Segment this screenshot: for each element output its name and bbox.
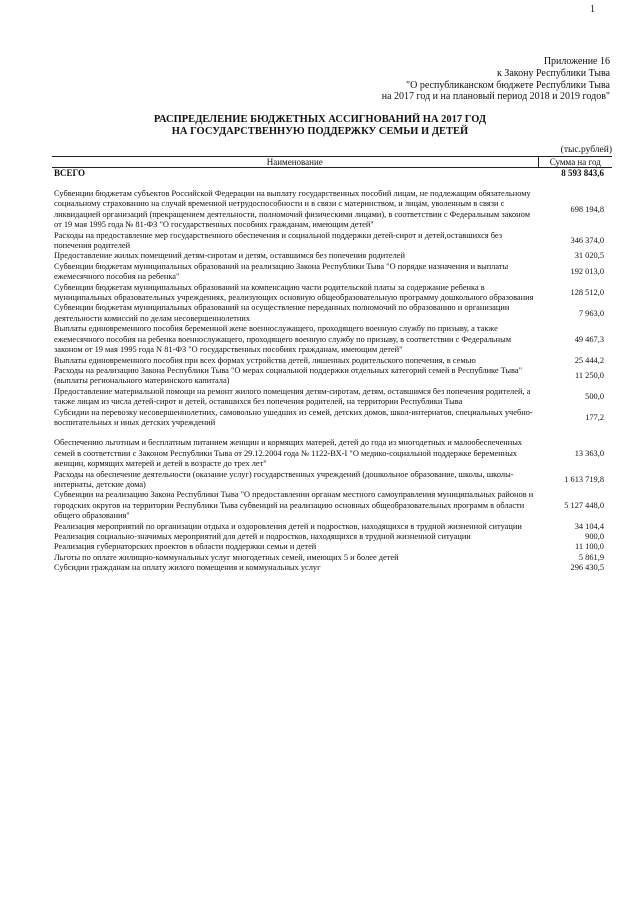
table-row [52,470,612,491]
row-name: Субвенции бюджетам муниципальных образований на реализацию Закона Республики Тыва "О порядке назначения и выплаты ежемесячного пособия на ребенка" [54,261,509,282]
row-name: Предоставление материальной помощи на ремонт жилого помещения детям-сиротам, детям, оставшимся без попечения родителей, а также лицам из числа детей-сирот и детей, оставшихся без попечения родителей, на территории Республики Тыва [54,386,531,407]
row-name: Субсидии гражданам на оплату жилого помещения и коммунальных услуг [54,563,321,573]
table-row [52,532,612,542]
row-value: 177,2 [585,412,604,422]
page-number: 1 [590,4,595,15]
row-value: 128 512,0 [570,287,604,297]
row-value: 31 020,5 [574,251,604,261]
row-name: Расходы на обеспечение деятельности (оказание услуг) государственных учреждений (дошкольное образование, школы, школы-интернаты, детские дома) [54,469,514,489]
row-name: Субвенции на реализацию Закона Республики Тыва "О предоставлении органам местного самоуправления муниципальных районов и городских округов на территории Республики Тыва субвенций на реализацию основных общеобразовательных программ в области общего образования" [54,490,534,521]
row-value: 1 613 719,8 [564,474,604,484]
table-row [52,553,612,563]
row-value: 900,0 [585,532,604,541]
row-value: 192 013,0 [570,267,604,277]
table-header-row [52,157,612,168]
table-row [52,428,612,469]
table-row [52,283,612,304]
row-value: 11 250,0 [574,371,604,381]
row-name: Расходы на предоставление мер государственного обеспечения и социальной поддержки детей-сирот и детей,оставшихся без попечения родителей [54,230,503,251]
row-name: Реализация социально-значимых мероприятий для детей и подростков, находящихся в трудной жизненной ситуации [54,532,471,541]
table-row [52,387,612,408]
total-value: 8 593 843,6 [561,168,604,178]
row-value: 500,0 [585,391,604,401]
law-title: "О республиканском бюджете Республики Тыва [406,80,610,91]
table-row [52,303,612,324]
total-row [52,168,612,180]
row-value: 34 104,4 [574,521,604,531]
row-name: Льготы по оплате жилищно-коммунальных услуг многодетных семей, имеющих 5 и более детей [54,552,399,562]
table-row [52,356,612,366]
row-name: Субсидии на перевозку несовершеннолетних, самовольно ушедших из семей, детских домов, школ-интернатов, специальных учебно-воспитательных и иных детских учреждений [54,407,533,427]
table-row [52,542,612,552]
row-value: 5 861,9 [578,552,604,562]
total-label: ВСЕГО [54,168,86,178]
table-row [52,490,612,521]
row-value: 13 363,0 [574,448,604,458]
row-value: 698 194,8 [570,204,604,214]
law-reference: к Закону Республики Тыва [496,68,610,79]
table-row [52,179,612,231]
row-value: 346 374,0 [570,235,604,245]
table-row [52,251,612,261]
appropriations-table [52,156,612,574]
table-row [52,408,612,429]
units-label: (тыс.рублей) [560,145,612,155]
document-title-line2: НА ГОСУДАРСТВЕННУЮ ПОДДЕРЖКУ СЕМЬИ И ДЕТЕЙ [171,126,469,137]
column-header-name: Наименование [52,157,538,168]
document-title-line1: РАСПРЕДЕЛЕНИЕ БЮДЖЕТНЫХ АССИГНОВАНИЙ НА 2017 ГОД [153,114,487,125]
row-name: Субвенции бюджетам муниципальных образований на компенсацию части родительской платы за содержание ребенка в муниципальных образовательных учреждениях, реализующих основную общеобразовательную программу дошкольного образования [54,282,534,303]
appendix-label: Приложение 16 [543,56,610,67]
row-value: 25 444,2 [574,355,604,365]
row-value: 7 963,0 [578,308,604,318]
table-row [52,522,612,532]
row-name: Расходы на реализацию Закона Республики Тыва "О мерах социальной поддержки отдельных категорий семей в Республике Тыва" (выплаты регионального материнского капитала) [54,365,523,386]
row-name: Обеспечению льготным и бесплатным питанием женщин и кормящих матерей, детей до года из многодетных и малообеспеченных семей в соответствии с Законом Республики Тыва от 29.12.2004 года № 1122-ВХ-I "О медико-социальной поддержке беременных женщин, кормящих матерей и детей в возрасте до трех лет" [54,438,523,469]
column-header-sum: Сумма на год [538,157,612,168]
row-value: 11 100,0 [574,542,604,552]
row-value: 296 430,5 [570,563,604,573]
table-row [52,563,612,573]
table-row [52,324,612,355]
table-row [52,262,612,283]
row-value: 49 467,3 [574,334,604,344]
row-name: Субвенции бюджетам субъектов Российской Федерации на выплату государственных пособий лицам, не подлежащим обязательному социальному страхованию на случай временной нетрудоспособности и в связи с материнством, и лицам, уволенным в связи с ликвидацией организаций (прекращением деятельности, полномочий физическими лицами), в соответствии с Федеральным законом от 19 мая 1995 года № 81-ФЗ "О государственных пособиях гражданам, имеющим детей" [54,189,531,230]
row-name: Реализация мероприятий по организации отдыха и оздоровления детей и подростков, находящихся в трудной жизненной ситуации [54,521,522,531]
table-row [52,231,612,252]
row-name: Предоставление жилых помещений детям-сиротам и детям, оставшимся без попечения родителей [54,251,405,261]
row-name: Субвенции бюджетам муниципальных образований на осуществление переданных полномочий по образованию и организации деятельности комиссий по делам несовершеннолетних [54,303,510,323]
row-name: Выплаты единовременного пособия беременной жене военнослужащего, проходящего военную службу по призыву, а также ежемесячного пособия на ребенка военнослужащего, проходящего военную службу по призыву, в соответствии с Федеральным законом от 19 мая 1995 года N 81-ФЗ "О государственных пособиях гражданам, имеющим детей" [54,324,512,355]
row-name: Реализация губернаторских проектов в области поддержки семьи и детей [54,542,317,552]
table-row [52,366,612,387]
row-name: Выплаты единовременного пособия при всех формах устройства детей, лишенных родительского попечения, в семью [54,355,476,365]
law-period: на 2017 год и на плановый период 2018 и 2019 годов" [381,91,610,102]
row-value: 5 127 448,0 [564,500,604,510]
